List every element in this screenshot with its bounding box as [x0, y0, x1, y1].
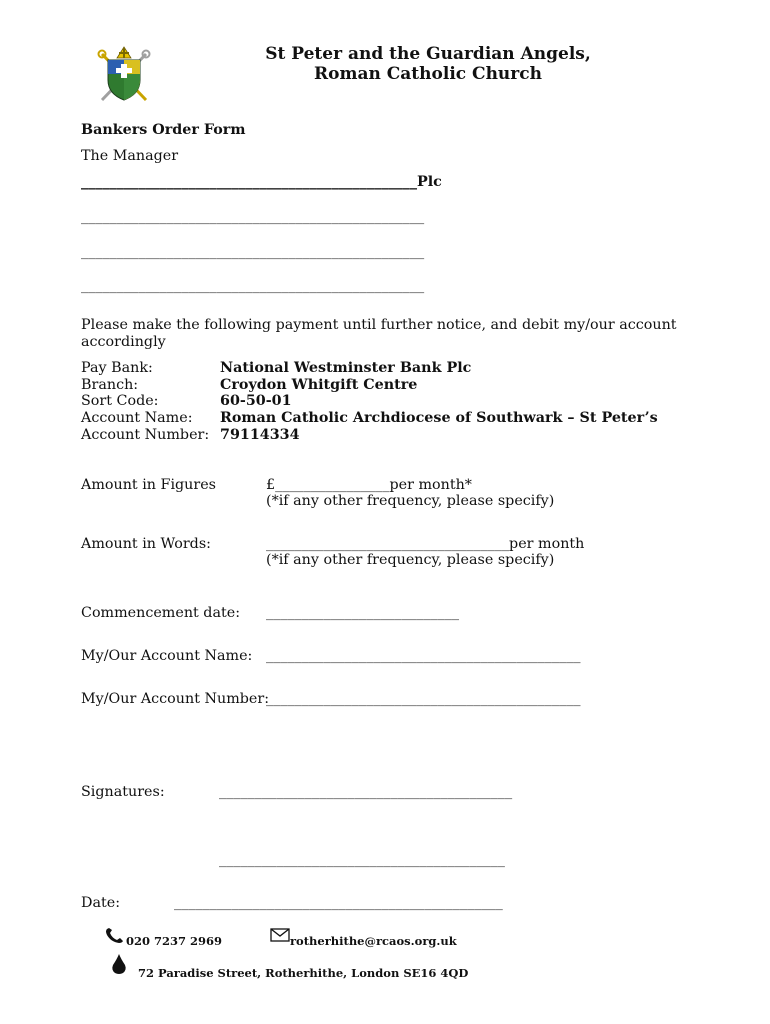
date-label: Date:: [81, 895, 121, 911]
footer-address: 72 Paradise Street, Rotherhithe, London SE16 4QD: [138, 966, 469, 980]
payee-account-name-value: Roman Catholic Archdiocese of Southwark – St Peter’s: [220, 410, 658, 426]
phone-icon: [104, 927, 126, 945]
instruction-line-2: accordingly: [81, 334, 166, 350]
sort-code-value: 60-50-01: [220, 393, 292, 409]
instruction-line-1: Please make the following payment until further notice, and debit my/our account: [81, 317, 677, 333]
recipient-label: The Manager: [81, 148, 179, 164]
form-heading: Bankers Order Form: [81, 122, 246, 138]
footer-phone: 020 7237 2969: [126, 934, 223, 948]
my-account-name-label: My/Our Account Name:: [81, 648, 253, 664]
amount-words-label: Amount in Words:: [81, 536, 211, 552]
church-title-line2: Roman Catholic Church: [314, 64, 542, 84]
amount-figures-field[interactable]: £________________per month*: [266, 477, 472, 493]
payee-account-number-value: 79114334: [220, 427, 300, 443]
my-account-name-field[interactable]: ____________________________________________: [266, 648, 581, 664]
bank-address-line-1[interactable]: _______________________________________________Plc: [81, 174, 442, 190]
payee-account-number-label: Account Number:: [81, 427, 210, 443]
my-account-number-field[interactable]: ____________________________________________: [266, 691, 581, 707]
church-crest-icon: [96, 44, 152, 104]
bank-address-line-2[interactable]: ________________________________________________: [81, 209, 425, 225]
church-title-line1: St Peter and the Guardian Angels,: [265, 44, 591, 64]
signature-field-2[interactable]: ________________________________________: [219, 852, 505, 868]
branch-label: Branch:: [81, 377, 139, 393]
footer-email[interactable]: rotherhithe@rcaos.org.uk: [290, 934, 457, 948]
payee-account-name-label: Account Name:: [81, 410, 193, 426]
pay-bank-label: Pay Bank:: [81, 360, 153, 376]
amount-words-note: (*if any other frequency, please specify): [266, 552, 555, 568]
commencement-date-label: Commencement date:: [81, 605, 241, 621]
bank-address-line-4[interactable]: ________________________________________________: [81, 278, 425, 294]
signature-field-1[interactable]: _________________________________________: [219, 784, 513, 800]
my-account-number-label: My/Our Account Number:: [81, 691, 270, 707]
commencement-date-field[interactable]: ___________________________: [266, 605, 460, 621]
envelope-icon: [270, 928, 290, 942]
sort-code-label: Sort Code:: [81, 393, 159, 409]
amount-figures-note: (*if any other frequency, please specify): [266, 493, 555, 509]
amount-figures-label: Amount in Figures: [81, 477, 217, 493]
bank-address-line-3[interactable]: ________________________________________________: [81, 244, 425, 260]
signatures-label: Signatures:: [81, 784, 165, 800]
branch-value: Croydon Whitgift Centre: [220, 377, 418, 393]
date-field[interactable]: ______________________________________________: [174, 895, 503, 911]
pay-bank-value: National Westminster Bank Plc: [220, 360, 472, 376]
amount-words-field[interactable]: __________________________________per month: [266, 536, 585, 552]
location-drop-icon: [111, 953, 127, 975]
